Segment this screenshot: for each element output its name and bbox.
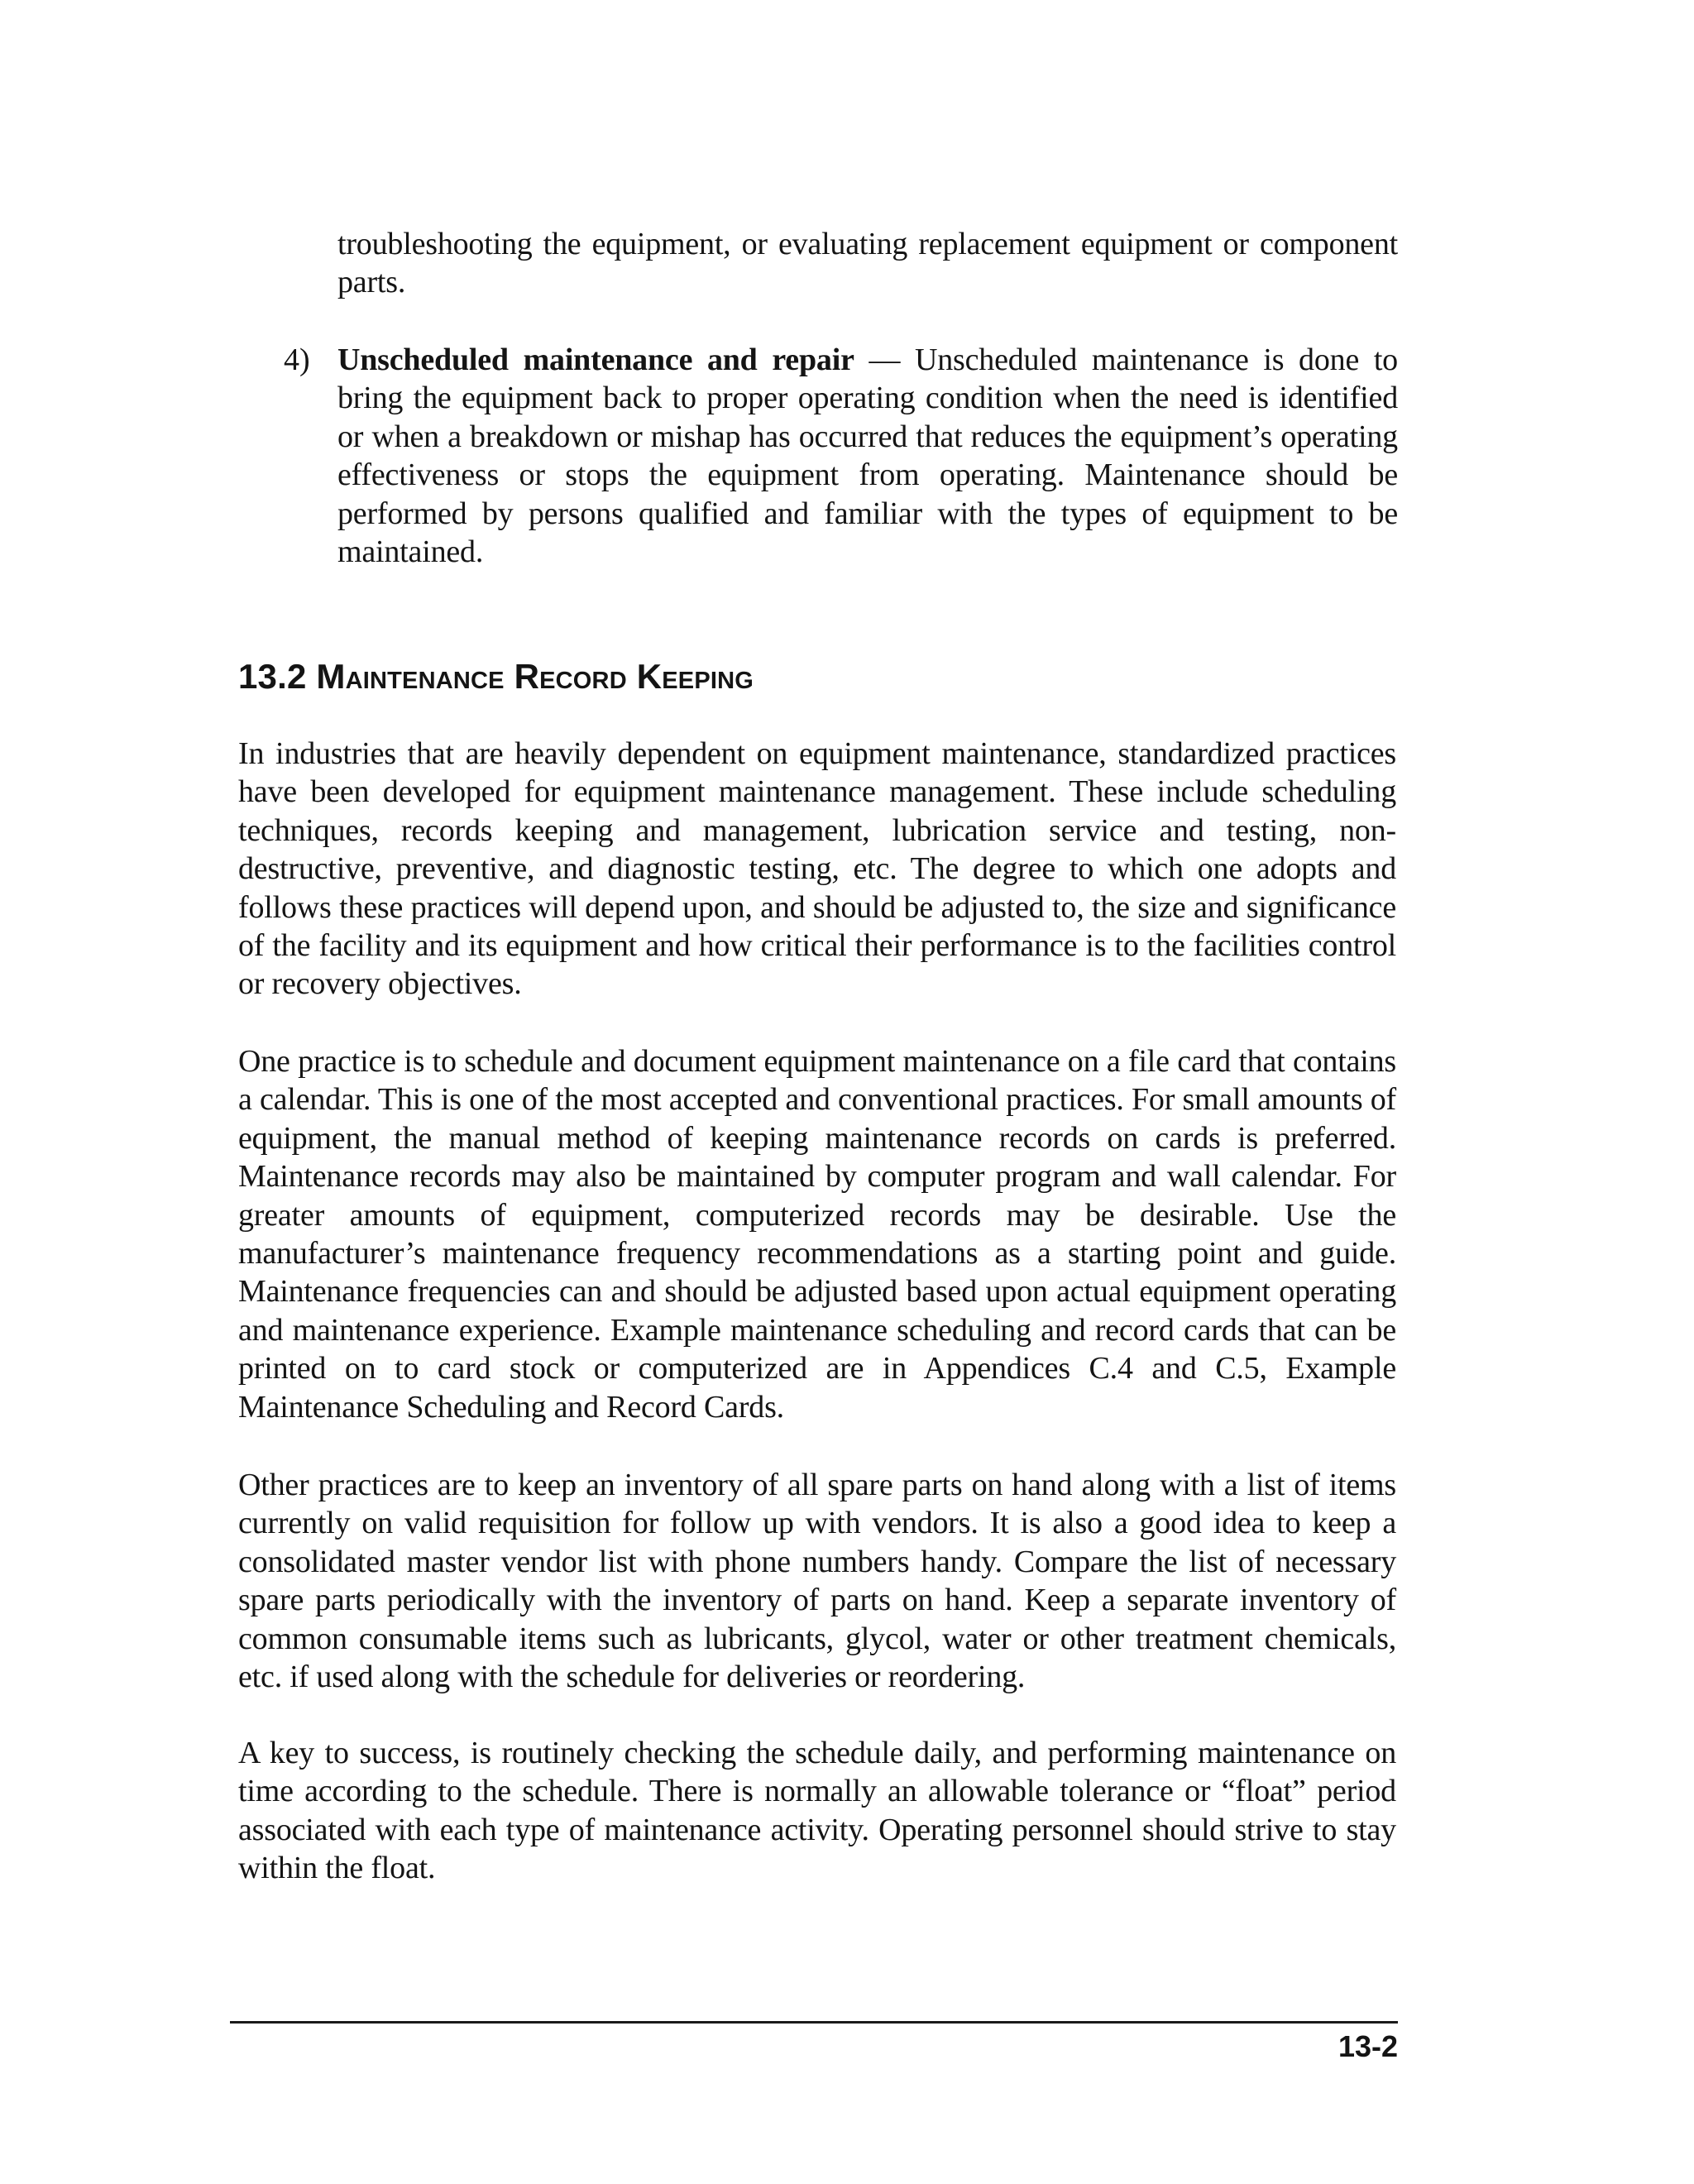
body-paragraph-3: Other practices are to keep an inventory of all spare parts on hand along with a list of items currently on valid requisition for follow up with vendors. It is also a good idea to keep a consolidated master vendor list with phone numbers handy. Compare the list of necessary spare parts periodically with the inventory of parts on hand. Keep a separate inventory of common consumable items such as lubricants, glycol, water or other treatment chemicals, etc. if used along with the schedule for deliveries or reordering. bbox=[238, 1468, 1396, 1695]
body-paragraph-2: One practice is to schedule and document equipment maintenance on a file card that contains a calendar. This is one of the most accepted and conventional practices. For small amounts of equipment, the manual method of keeping maintenance records on cards is preferred. Maintenance records may also be maintained by computer program and wall calendar. For greater amounts of equipment, computerized records may be desirable. Use the manufacturer’s maintenance frequency recommendations as a starting point and guide. Maintenance frequencies can and should be adjusted based upon actual equipment operating and maintenance experience. Example maintenance scheduling and record cards that can be printed on to card stock or computerized are in Appendices C.4 and C.5, Example Maintenance Scheduling and Record Cards. bbox=[238, 1044, 1396, 1425]
footer-rule bbox=[230, 2021, 1398, 2024]
continuation-paragraph: troubleshooting the equipment, or evaluating replacement equipment or component parts. bbox=[337, 227, 1398, 300]
list-item-text: Unscheduled maintenance is done to bring the equipment back to proper operating condition when the need is identified or when a breakdown or mishap has occurred that reduces the equipment’s operating effectiveness or stops the equipment from operating. Maintenance should be performed by persons qualified and familiar with the types of equipment to be maintained. bbox=[337, 342, 1398, 570]
page-number: 13-2 bbox=[1337, 2029, 1398, 2063]
list-item-separator: — bbox=[854, 342, 915, 377]
list-item-number: 4) bbox=[284, 342, 310, 377]
body-paragraph-4: A key to success, is routinely checking the schedule daily, and performing maintenance on time according to the schedule. There is normally an allowable tolerance or “float” period associated with each type of maintenance activity. Operating personnel should strive to stay within the float. bbox=[238, 1736, 1396, 1886]
list-item-unscheduled-maintenance bbox=[337, 341, 1398, 571]
section-heading: 13.2 Maintenance Record Keeping bbox=[238, 657, 754, 696]
list-item-term: Unscheduled maintenance and repair bbox=[337, 342, 854, 377]
body-paragraph-1: In industries that are heavily dependent on equipment maintenance, standardized practices have been developed for equipment maintenance management. These include scheduling techniques, records keeping and management, lubrication service and testing, non-destructive, preventive, and diagnostic testing, etc. The degree to which one adopts and follows these practices will depend upon, and should be adjusted to, the size and significance of the facility and its equipment and how critical their performance is to the facilities control or recovery objectives. bbox=[238, 736, 1396, 1002]
